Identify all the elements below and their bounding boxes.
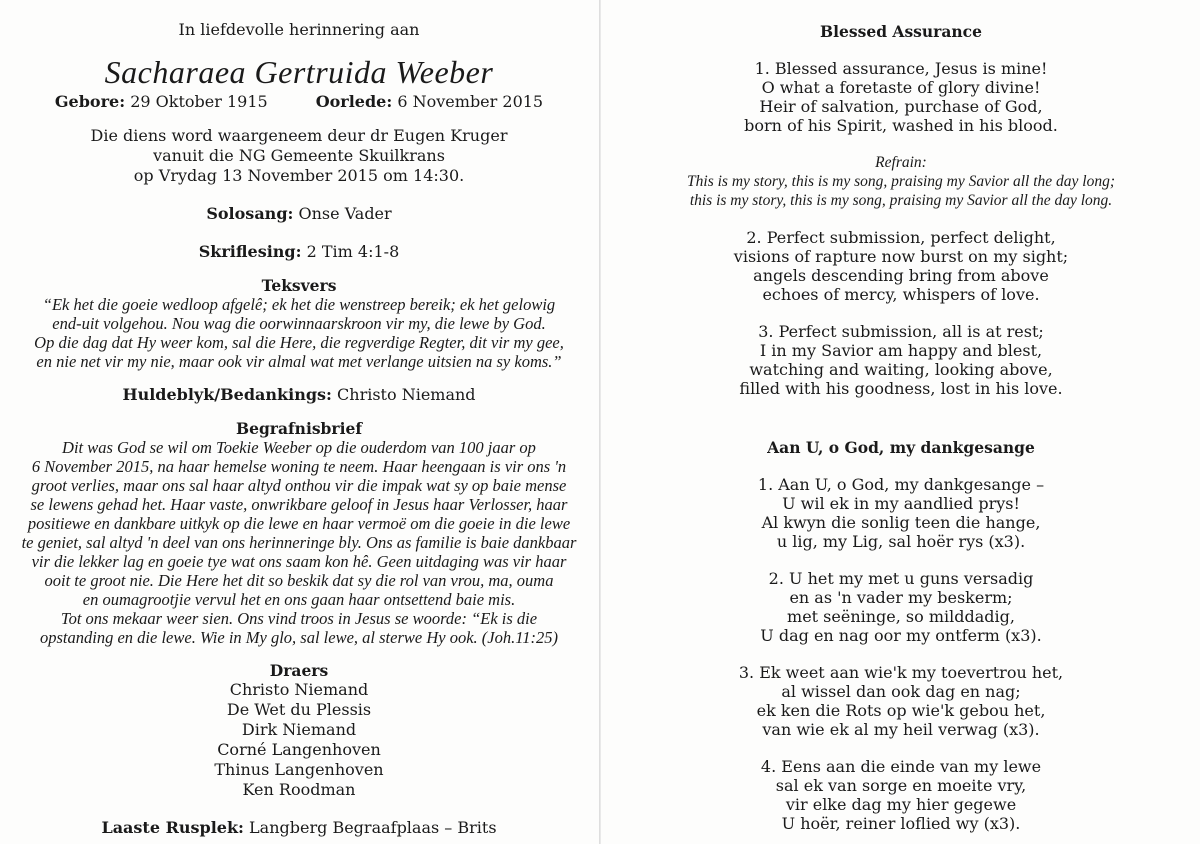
refrain — [622, 153, 1180, 210]
born-date — [55, 92, 268, 112]
letter-title: Begrafnisbrief — [236, 419, 362, 438]
hymn2-verse4 — [622, 757, 1180, 833]
tribute-value: Christo Niemand — [337, 385, 476, 404]
died-date — [316, 92, 543, 112]
letter-line: Tot ons mekaar weer sien. Ons vind troos in Jesus se woorde: “Ek is die — [60, 609, 538, 628]
text-verse-title: Teksvers — [261, 276, 337, 295]
hymn-line: I in my Savior am happy and blest, — [759, 341, 1043, 360]
hymn-line: 2. Perfect submission, perfect delight, — [746, 228, 1056, 247]
hymn-line: 3. Ek weet aan wie'k my toevertrou het, — [738, 663, 1064, 682]
reading-label: Skriflesing: — [198, 242, 302, 261]
hymn-line: filled with his goodness, lost in his love. — [739, 379, 1063, 398]
hymn2-verse1 — [622, 475, 1180, 551]
hymn-line: echoes of mercy, whispers of love. — [762, 285, 1040, 304]
bearers-list — [20, 680, 578, 800]
solo-label: Solosang: — [206, 204, 294, 223]
letter-line: groot verlies, maar ons sal haar altyd onthou vir die impak wat sy op baie mense — [31, 476, 567, 495]
hymn1-verse2 — [622, 228, 1180, 304]
hymn1-verse1 — [622, 59, 1180, 135]
solo-song — [20, 204, 578, 224]
bearer-name: De Wet du Plessis — [226, 700, 372, 719]
hymn-line: met seëninge, so milddadig, — [787, 607, 1015, 626]
letter-line: 6 November 2015, na haar hemelse woning te neem. Haar heengaan is vir ons 'n — [31, 457, 567, 476]
hymn-line: en as 'n vader my beskerm; — [789, 588, 1013, 607]
letter-line: ooit te groot nie. Die Here het dit so beskik dat sy die rol van vrou, ma, ouma — [44, 571, 554, 590]
hymn2-title: Aan U, o God, my dankgesange — [767, 438, 1035, 457]
letter-line: vir die lekker lag en goeie tye wat ons saam kon hê. Geen uitdaging was vir haar — [31, 552, 567, 571]
hymn-line: u lig, my Lig, sal hoër rys (x3). — [776, 532, 1026, 551]
dates-row — [20, 92, 578, 112]
intro-text: In liefdevolle herinnering aan — [178, 20, 420, 39]
hymn-line: 2. U het my met u guns versadig — [768, 569, 1034, 588]
hymn-line: 1. Blessed assurance, Jesus is mine! — [754, 59, 1048, 78]
hymn-line: U hoër, reiner loflied wy (x3). — [781, 814, 1021, 833]
bearer-name: Thinus Langenhoven — [214, 760, 384, 779]
hymn-line: vir elke dag my hier gegewe — [785, 795, 1017, 814]
rest-label: Laaste Rusplek: — [101, 818, 244, 837]
died-value: 6 November 2015 — [397, 92, 544, 111]
letter-line: te geniet, sal altyd 'n deel van ons herinneringe bly. Ons as familie is baie dankbaar — [21, 533, 577, 552]
bearer-name: Dirk Niemand — [241, 720, 357, 739]
service-details — [20, 126, 578, 186]
hymn-line: al wissel dan ook dag en nag; — [781, 682, 1021, 701]
hymn-line: sal ek van sorge en moeite vry, — [775, 776, 1027, 795]
hymn-line: 3. Perfect submission, all is at rest; — [758, 322, 1044, 341]
text-verse-line: en nie net vir my nie, maar ook vir almal wat met verlange uitsien na sy koms.” — [36, 352, 562, 371]
refrain-label: Refrain: — [875, 154, 927, 171]
hymn1-verse3 — [622, 322, 1180, 398]
hymn-line: 1. Aan U, o God, my dankgesange – — [757, 475, 1045, 494]
hymn-line: Al kwyn die sonlig teen die hange, — [761, 513, 1041, 532]
tribute-label: Huldeblyk/Bedankings: — [122, 385, 332, 404]
rest-value: Langberg Begraafplaas – Brits — [249, 818, 497, 837]
hymn-line: ek ken die Rots op wie'k gebou het, — [756, 701, 1046, 720]
hymn-line: 4. Eens aan die einde van my lewe — [760, 757, 1042, 776]
hymn-line: visions of rapture now burst on my sight; — [733, 247, 1069, 266]
text-verse-line: Op die dag dat Hy weer kom, sal die Here, die regverdige Regter, dit vir my gee, — [34, 333, 564, 352]
letter-line: Dit was God se wil om Toekie Weeber op die ouderdom van 100 jaar op — [62, 438, 536, 457]
letter-line: se lewens gehad het. Haar vaste, onwrikbare geloof in Jesus haar Verlosser, haar — [30, 495, 568, 514]
deceased-name: Sacharaea Gertruida Weeber — [104, 54, 494, 90]
hymn-line: van wie ek al my heil verwag (x3). — [762, 720, 1040, 739]
text-verse-line: end-uit volgehou. Nou wag die oorwinnaarskroon vir my, die lewe by God. — [52, 314, 546, 333]
page-fold — [599, 0, 601, 844]
born-value: 29 Oktober 1915 — [130, 92, 268, 111]
hymn-line: Heir of salvation, purchase of God, — [759, 97, 1043, 116]
bearer-name: Corné Langenhoven — [217, 740, 381, 759]
hymn-line: U dag en nag oor my ontferm (x3). — [760, 626, 1042, 645]
reading-value: 2 Tim 4:1-8 — [306, 242, 400, 261]
died-label: Oorlede: — [315, 92, 393, 111]
hymn-line: U wil ek in my aandlied prys! — [782, 494, 1020, 513]
solo-value: Onse Vader — [298, 204, 392, 223]
hymn2-verse3 — [622, 663, 1180, 739]
left-page — [0, 0, 598, 844]
text-verse-line: “Ek het die goeie wedloop afgelê; ek het die wenstreep bereik; ek het gelowig — [42, 295, 556, 314]
service-line: op Vrydag 13 November 2015 om 14:30. — [133, 166, 465, 185]
bearer-name: Christo Niemand — [229, 680, 369, 699]
funeral-letter — [20, 438, 578, 647]
hymn2-verse2 — [622, 569, 1180, 645]
hymn-line: angels descending bring from above — [753, 266, 1049, 285]
text-verse — [20, 295, 578, 371]
hymn-line: O what a foretaste of glory divine! — [761, 78, 1041, 97]
refrain-line: this is my story, this is my song, praising my Savior all the day long. — [689, 192, 1113, 209]
bearer-name: Ken Roodman — [242, 780, 356, 799]
service-line: vanuit die NG Gemeente Skuilkrans — [153, 146, 445, 165]
born-label: Gebore: — [54, 92, 126, 111]
bearers-title: Draers — [269, 661, 329, 680]
letter-line: opstanding en die lewe. Wie in My glo, sal lewe, al sterwe Hy ook. (Joh.11:25) — [40, 628, 558, 647]
scripture-reading — [20, 242, 578, 262]
letter-line: en oumagrootjie vervul het en ons gaan haar ontsettend baie mis. — [82, 590, 516, 609]
hymn1-title: Blessed Assurance — [820, 22, 982, 41]
hymn-line: watching and waiting, looking above, — [749, 360, 1053, 379]
refrain-line: This is my story, this is my song, praising my Savior all the day long; — [687, 173, 1115, 190]
service-line: Die diens word waargeneem deur dr Eugen Kruger — [90, 126, 508, 145]
letter-line: positiewe en dankbare uitkyk op die lewe en haar vermoë om die goeie in die lewe — [27, 514, 571, 533]
resting-place — [20, 818, 578, 838]
right-page — [602, 0, 1200, 844]
hymn-line: born of his Spirit, washed in his blood. — [744, 116, 1058, 135]
tribute — [20, 385, 578, 405]
